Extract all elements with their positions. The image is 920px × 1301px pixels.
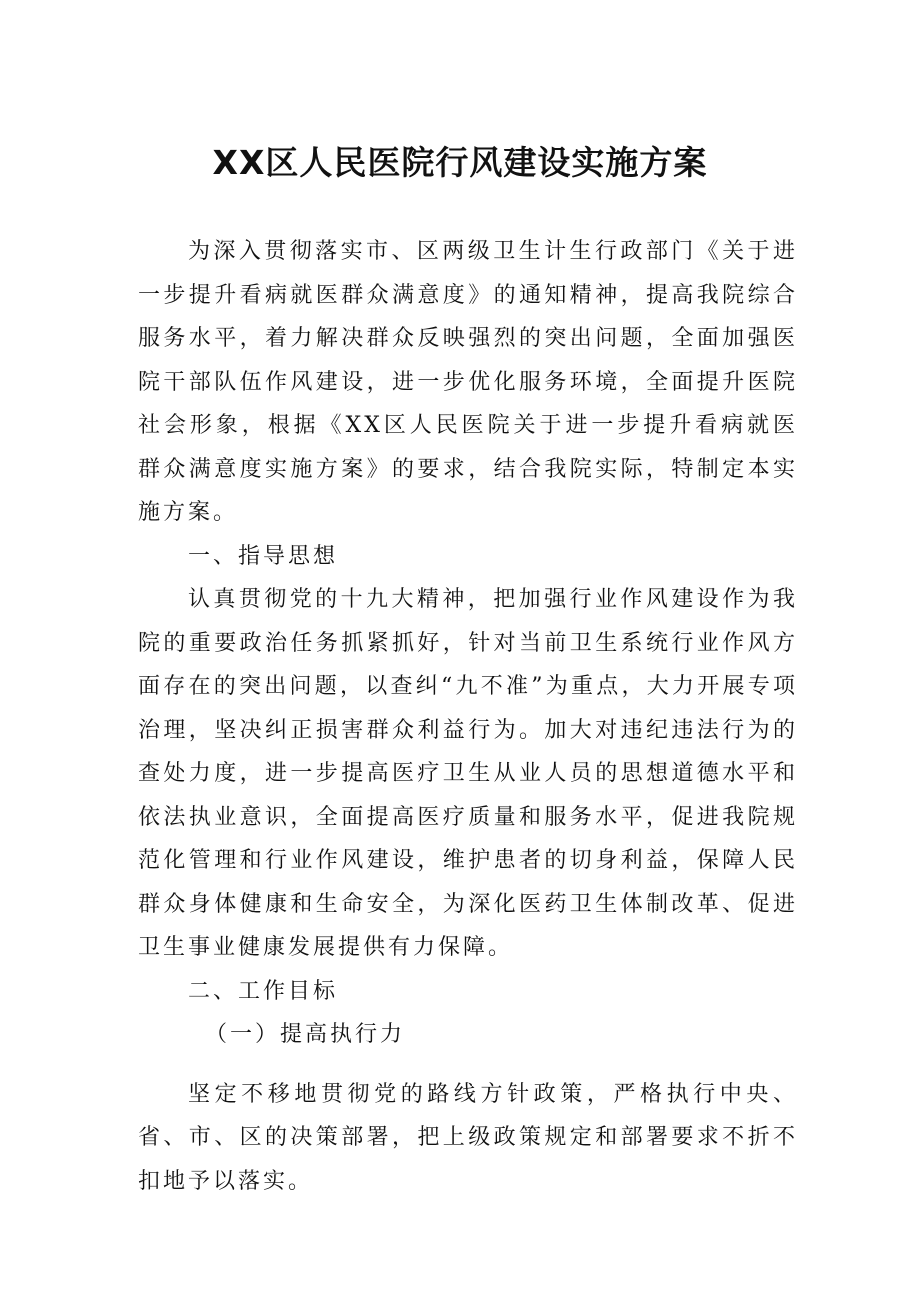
intro-paragraph: 为深入贯彻落实市、区两级卫生计生行政部门《关于进一步提升看病就医群众满意度》的通知精神，提高我院综合服务水平，着力解决群众反映强烈的突出问题，全面加强医院干部队伍作风建设，进一步优化服务环境，全面提升医院社会形象，根据《XX区人民医院关于进一步提升看病就医群众满意度实施方案》的要求，结合我院实际，特制定本实施方案。 bbox=[138, 239, 798, 525]
section-heading-guiding-ideology: 一、指导思想 bbox=[188, 543, 339, 569]
document-body bbox=[138, 230, 798, 1203]
execution-paragraph: 坚定不移地贯彻党的路线方针政策，严格执行中央、省、市、区的决策部署，把上级政策规定和部署要求不折不扣地予以落实。 bbox=[138, 1081, 798, 1194]
document-title: XX区人民医院行风建设实施方案 bbox=[212, 143, 708, 182]
section-heading-work-goals: 二、工作目标 bbox=[188, 978, 339, 1004]
subsection-heading-execution: （一）提高执行力 bbox=[205, 1022, 406, 1047]
guiding-ideology-paragraph: 认真贯彻党的十九大精神，把加强行业作风建设作为我院的重要政治任务抓紧抓好，针对当前卫生系统行业作风方面存在的突出问题，以查纠“九不准”为重点，大力开展专项治理，坚决纠正损害群众利益行为。加大对违纪违法行为的查处力度，进一步提高医疗卫生从业人员的思想道德水平和依法执业意识，全面提高医疗质量和服务水平，促进我院规范化管理和行业作风建设，维护患者的切身利益，保障人民群众身体健康和生命安全，为深化医药卫生体制改革、促进卫生事业健康发展提供有力保障。 bbox=[138, 587, 798, 960]
